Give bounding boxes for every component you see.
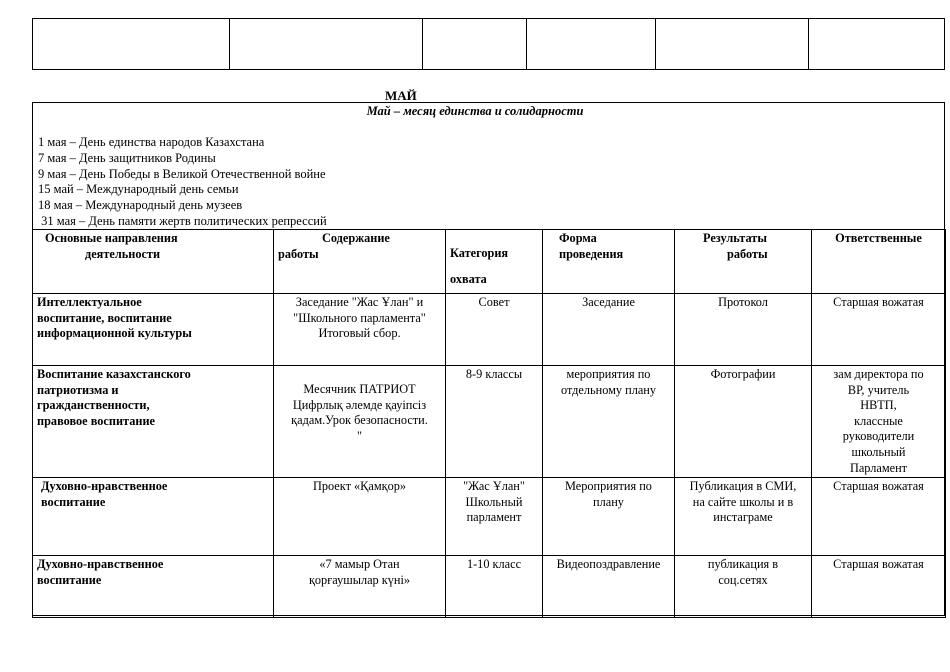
cell-responsible xyxy=(812,556,946,618)
cell-line: «7 мамыр Отан xyxy=(319,557,400,572)
cell-line: қорғаушылар күні» xyxy=(308,572,411,587)
cell-line: инстаграме xyxy=(713,510,773,525)
cell-line: Итоговый сбор. xyxy=(318,326,401,341)
cell-line: на сайте школы и в xyxy=(692,494,794,509)
date-item: 18 мая – Международный день музеев xyxy=(38,198,243,213)
cell-form xyxy=(543,478,675,556)
header-text: работы xyxy=(727,246,768,261)
cell-category xyxy=(446,478,543,556)
cell-line: плану xyxy=(593,494,624,509)
cell-line: Публикация в СМИ, xyxy=(689,479,797,494)
header-text: охвата xyxy=(450,271,487,286)
date-item: 1 мая – День единства народов Казахстана xyxy=(38,135,265,149)
header-form xyxy=(543,230,675,294)
cell-form xyxy=(543,556,675,618)
cell-line: қадам.Урок безопасности. xyxy=(291,413,428,428)
cell-line: Духовно-нравственное xyxy=(37,557,164,572)
cell-category xyxy=(446,366,543,478)
cell-direction xyxy=(33,478,274,556)
cell-line: Старшая вожатая xyxy=(833,295,924,309)
cell-line: " xyxy=(356,428,363,443)
empty-cell xyxy=(423,19,527,70)
date-item: 31 мая – День памяти жертв политических репрессий xyxy=(38,213,327,228)
cell-line: Воспитание казахстанского xyxy=(37,367,191,381)
cell-line: 1-10 класс xyxy=(466,557,522,572)
cell-category xyxy=(446,294,543,366)
table-row xyxy=(33,294,946,366)
empty-cell xyxy=(33,19,230,70)
cell-line: руководители xyxy=(842,429,915,444)
previous-table-end xyxy=(32,18,945,70)
empty-cell xyxy=(527,19,656,70)
cell-content xyxy=(274,294,446,366)
cell-content xyxy=(274,366,446,478)
header-text: Форма xyxy=(559,231,597,245)
cell-results xyxy=(675,294,812,366)
empty-cell xyxy=(230,19,423,70)
date-item: 9 мая – День Победы в Великой Отечественной войне xyxy=(38,166,326,181)
cell-results xyxy=(675,366,812,478)
header-results xyxy=(675,230,812,294)
cell-line: информационной культуры xyxy=(37,326,192,341)
header-text: Категория xyxy=(450,246,509,260)
cell-line: воспитание xyxy=(37,572,102,587)
cell-line: НВТП, xyxy=(860,398,897,413)
cell-line: Проект «Қамқор» xyxy=(312,479,407,494)
plan-table xyxy=(32,229,946,618)
cell-line: гражданственности, xyxy=(37,398,150,413)
cell-line: отдельному плану xyxy=(560,382,657,397)
cell-category xyxy=(446,556,543,618)
header-row xyxy=(33,230,946,294)
cell-line: парламент xyxy=(466,510,522,525)
cell-form xyxy=(543,366,675,478)
cell-line: школьный xyxy=(851,444,906,459)
month-title: МАЙ xyxy=(385,88,417,103)
table-row xyxy=(33,478,946,556)
header-text: деятельности xyxy=(85,246,161,261)
header-text: Ответственные xyxy=(835,231,922,245)
cell-line: Духовно-нравственное xyxy=(41,479,168,494)
table-row xyxy=(33,366,946,478)
cell-responsible xyxy=(812,294,946,366)
cell-line: соц.сетях xyxy=(718,572,768,587)
cell-line: 8-9 классы xyxy=(465,367,523,381)
cell-content xyxy=(274,556,446,618)
date-item: 7 мая – День защитников Родины xyxy=(38,150,216,165)
cell-line: Заседание "Жас Ұлан" и xyxy=(295,295,424,309)
cell-line: Заседание xyxy=(582,295,635,309)
dates-list xyxy=(38,135,327,230)
header-text: проведения xyxy=(559,246,624,261)
cell-direction xyxy=(33,366,274,478)
table-row xyxy=(33,556,946,618)
cell-line: Видеопоздравление xyxy=(556,557,661,572)
empty-cell xyxy=(809,19,945,70)
cell-line: воспитание, воспитание xyxy=(37,310,172,325)
cell-responsible xyxy=(812,366,946,478)
header-text: Основные направления xyxy=(45,231,178,245)
cell-content xyxy=(274,478,446,556)
cell-line: Месячник ПАТРИОТ xyxy=(303,382,416,396)
cell-line: правовое воспитание xyxy=(37,413,156,428)
header-content xyxy=(274,230,446,294)
cell-line: Фотографии xyxy=(710,367,776,381)
header-text: Результаты xyxy=(703,231,767,245)
cell-line: Интеллектуальное xyxy=(37,295,142,309)
header-category xyxy=(446,230,543,294)
cell-direction xyxy=(33,294,274,366)
month-subtitle: Май – месяц единства и солидарности xyxy=(366,104,584,118)
cell-line: Старшая вожатая xyxy=(833,557,924,572)
cell-line: зам директора по xyxy=(833,367,924,381)
cell-line: ВР, учитель xyxy=(847,382,910,397)
cell-line: Протокол xyxy=(718,295,768,309)
date-item: 15 май – Международный день семьи xyxy=(38,182,239,197)
cell-line: Школьный xyxy=(465,494,523,509)
cell-line: Цифрлық әлемде қауіпсіз xyxy=(292,397,427,412)
cell-responsible xyxy=(812,478,946,556)
cell-results xyxy=(675,478,812,556)
cell-results xyxy=(675,556,812,618)
header-text: Содержание xyxy=(322,231,390,245)
cell-line: Совет xyxy=(478,295,510,309)
cell-line: Парламент xyxy=(849,460,908,475)
cell-line: классные xyxy=(854,413,903,428)
cell-direction xyxy=(33,556,274,618)
cell-line: мероприятия по xyxy=(566,367,651,381)
header-responsible xyxy=(812,230,946,294)
cell-line: воспитание xyxy=(41,494,106,509)
empty-cell xyxy=(656,19,809,70)
cell-line: Мероприятия по xyxy=(565,479,652,494)
header-direction xyxy=(33,230,274,294)
cell-line: "Школьного парламента" xyxy=(293,310,426,325)
cell-line: "Жас Ұлан" xyxy=(463,479,525,494)
header-text: работы xyxy=(278,246,319,261)
cell-form xyxy=(543,294,675,366)
cell-line: публикация в xyxy=(707,557,779,572)
cell-line: Старшая вожатая xyxy=(833,479,924,494)
cell-line: патриотизма и xyxy=(37,382,119,397)
